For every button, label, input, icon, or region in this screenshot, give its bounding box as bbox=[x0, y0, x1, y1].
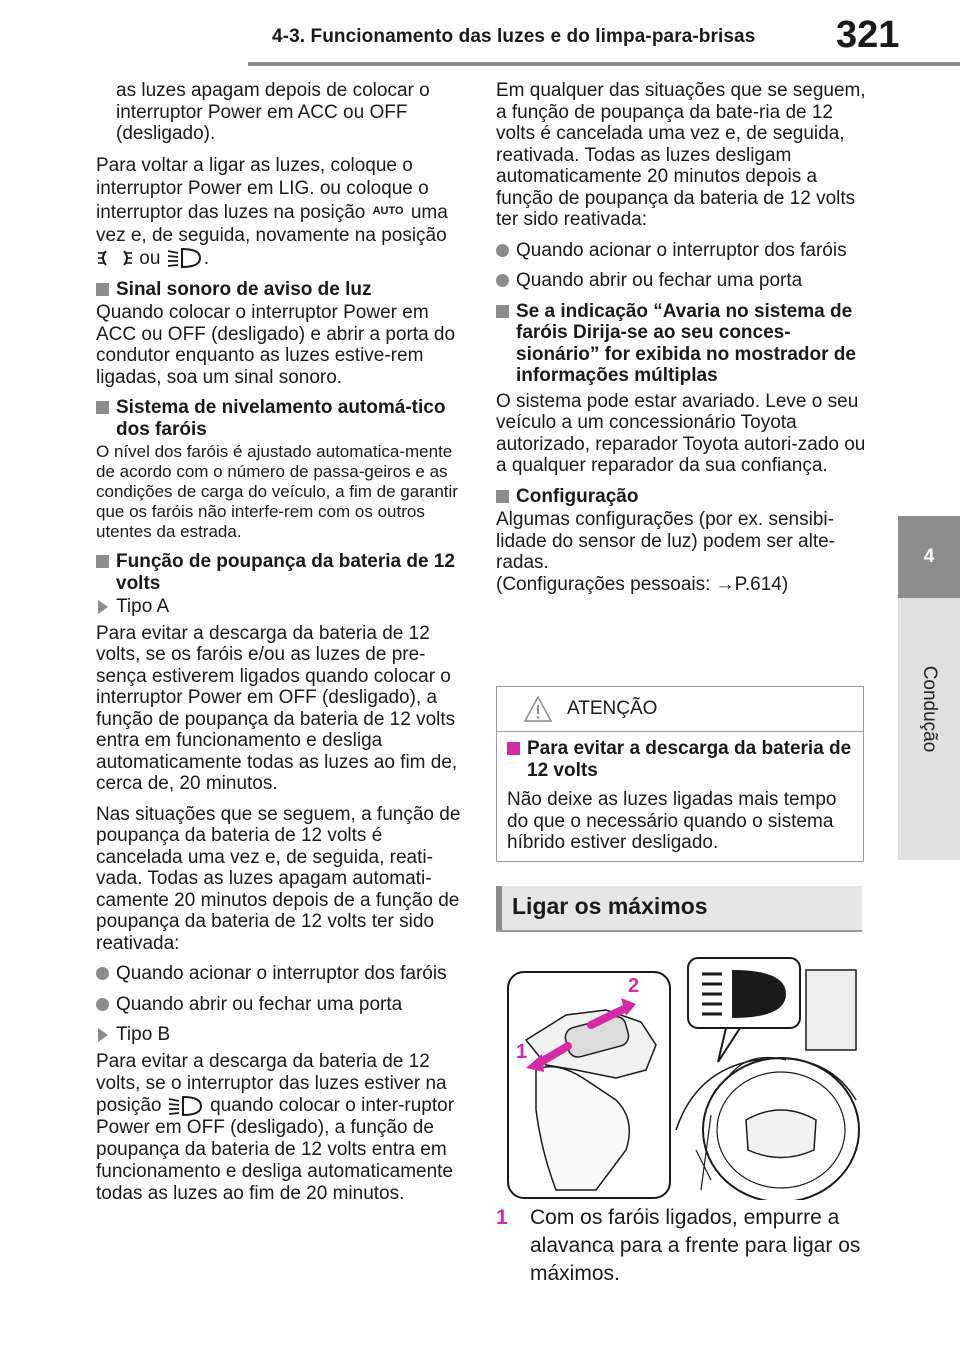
parking-light-icon bbox=[98, 248, 132, 268]
subheading: Função de poupança da bateria de 12 volts bbox=[96, 551, 466, 594]
headlight-icon bbox=[169, 1095, 203, 1117]
chapter-title: 4-3. Funcionamento das luzes e do limpa-para-brisas bbox=[272, 26, 756, 47]
text: Para voltar a ligar as luzes, coloque o interruptor Power em LIG. ou coloque o interruptor das luzes na posição bbox=[96, 154, 429, 223]
headlight-lever-illustration bbox=[496, 950, 864, 1200]
warning-title: ATENÇÃO bbox=[567, 698, 658, 719]
warning-heading: Para evitar a descarga da bateria de 12 volts bbox=[507, 738, 853, 781]
right-column bbox=[496, 80, 866, 604]
header-rule bbox=[248, 62, 960, 66]
subheading: Se a indicação “Avaria no sistema de faróis Dirija-se ao seu conces-sionário” for exibida no mostrador de informações múltiplas bbox=[496, 301, 866, 387]
paragraph: Em qualquer das situações que se seguem, a função de poupança da bate-ria de 12 volts é cancelada uma vez e, de seguida, reativada. Todas as luzes desligam automaticamente 20 minutos depois a função de poupança da bateria de 12 volts ter sido reativada: bbox=[496, 80, 866, 230]
section-title-text: Ligar os máximos bbox=[512, 893, 708, 919]
list-item: Quando acionar o interruptor dos faróis bbox=[96, 963, 466, 985]
warning-triangle-icon bbox=[523, 695, 553, 723]
paragraph: as luzes apagam depois de colocar o interruptor Power em ACC ou OFF (desligado). bbox=[116, 80, 430, 144]
paragraph: O nível dos faróis é ajustado automatica-mente de acordo com o número de passa-geiros e as condições de carga do veículo, a fim de garantir que os faróis não interfe-rem com os outros utentes da estrada. bbox=[96, 442, 458, 541]
warning-body bbox=[497, 732, 863, 854]
side-tab-label: Condução bbox=[919, 665, 940, 753]
warning-text: Não deixe as luzes ligadas mais tempo do que o necessário quando o sistema híbrido estiver desligado. bbox=[507, 789, 837, 853]
subheading: Sinal sonoro de aviso de luz bbox=[96, 279, 466, 301]
warning-header bbox=[497, 687, 863, 732]
warning-box bbox=[496, 686, 864, 862]
step-number: 1 bbox=[496, 1206, 508, 1229]
headlight-icon bbox=[168, 247, 202, 269]
side-tab-number: 4 bbox=[898, 516, 960, 598]
paragraph bbox=[96, 154, 466, 270]
type-label: Tipo B bbox=[96, 1024, 466, 1046]
text: . bbox=[203, 247, 209, 269]
paragraph: (Configurações pessoais: →P.614) bbox=[496, 573, 789, 595]
arrow-label-2: 2 bbox=[628, 975, 640, 997]
subheading: Sistema de nivelamento automá-tico dos faróis bbox=[96, 397, 466, 440]
left-column bbox=[96, 80, 466, 1214]
paragraph: O sistema pode estar avariado. Leve o seu veículo a um concessionário Toyota autorizado, reparador Toyota autori-zado ou a qualquer reparador da sua confiança. bbox=[496, 390, 866, 476]
paragraph: Quando colocar o interruptor Power em ACC ou OFF (desligado) e abrir a porta do condutor enquanto as luzes estive-rem ligadas, soa um sinal sonoro. bbox=[96, 302, 456, 388]
auto-light-icon: AUTO bbox=[372, 204, 404, 217]
step-1 bbox=[496, 1204, 866, 1288]
page-number: 321 bbox=[836, 14, 900, 56]
paragraph: Para evitar a descarga da bateria de 12 volts, se os faróis e/ou as luzes de pre-sença estiverem ligados quando colocar o interruptor Power em OFF (desligado), a função de poupança da bateria de 12 volts entra em funcionamento e desliga automaticamente todas as luzes ao fim de, cerca de, 20 minutos. bbox=[96, 622, 458, 794]
text: uma vez e, de seguida, novamente na posição bbox=[96, 201, 448, 246]
text: ou bbox=[139, 247, 161, 269]
type-label: Tipo A bbox=[96, 596, 466, 618]
text: quando colocar o inter-ruptor Power em OFF (desligado), a função de poupança da bateria de 12 volts entra em funcionamento e desliga automaticamente todas as luzes ao fim de 20 minutos. bbox=[96, 1094, 455, 1204]
paragraph: Nas situações que se seguem, a função de poupança da bateria de 12 volts é cancelada uma vez e, de seguida, reati-vada. Todas as luzes apagam automati-camente 20 minutos depois de a função de poupança da bateria de 12 volts ter sido reativada: bbox=[96, 803, 461, 954]
section-title bbox=[496, 886, 862, 932]
list-item: Quando acionar o interruptor dos faróis bbox=[496, 240, 866, 262]
arrow-label-1: 1 bbox=[516, 1041, 528, 1063]
subheading: Configuração bbox=[496, 486, 866, 508]
paragraph: Algumas configurações (por ex. sensibi-lidade do sensor de luz) podem ser alte-radas. bbox=[496, 509, 836, 573]
list-item: Quando abrir ou fechar uma porta bbox=[96, 994, 466, 1016]
page-header bbox=[0, 0, 960, 68]
step-text: Com os faróis ligados, empurre a alavanca para a frente para ligar os máximos. bbox=[530, 1206, 861, 1285]
list-item: Quando abrir ou fechar uma porta bbox=[496, 270, 866, 292]
paragraph bbox=[96, 1051, 466, 1205]
text: Para evitar a descarga da bateria de 12 volts, se o interruptor das luzes estiver na posição bbox=[96, 1050, 447, 1116]
